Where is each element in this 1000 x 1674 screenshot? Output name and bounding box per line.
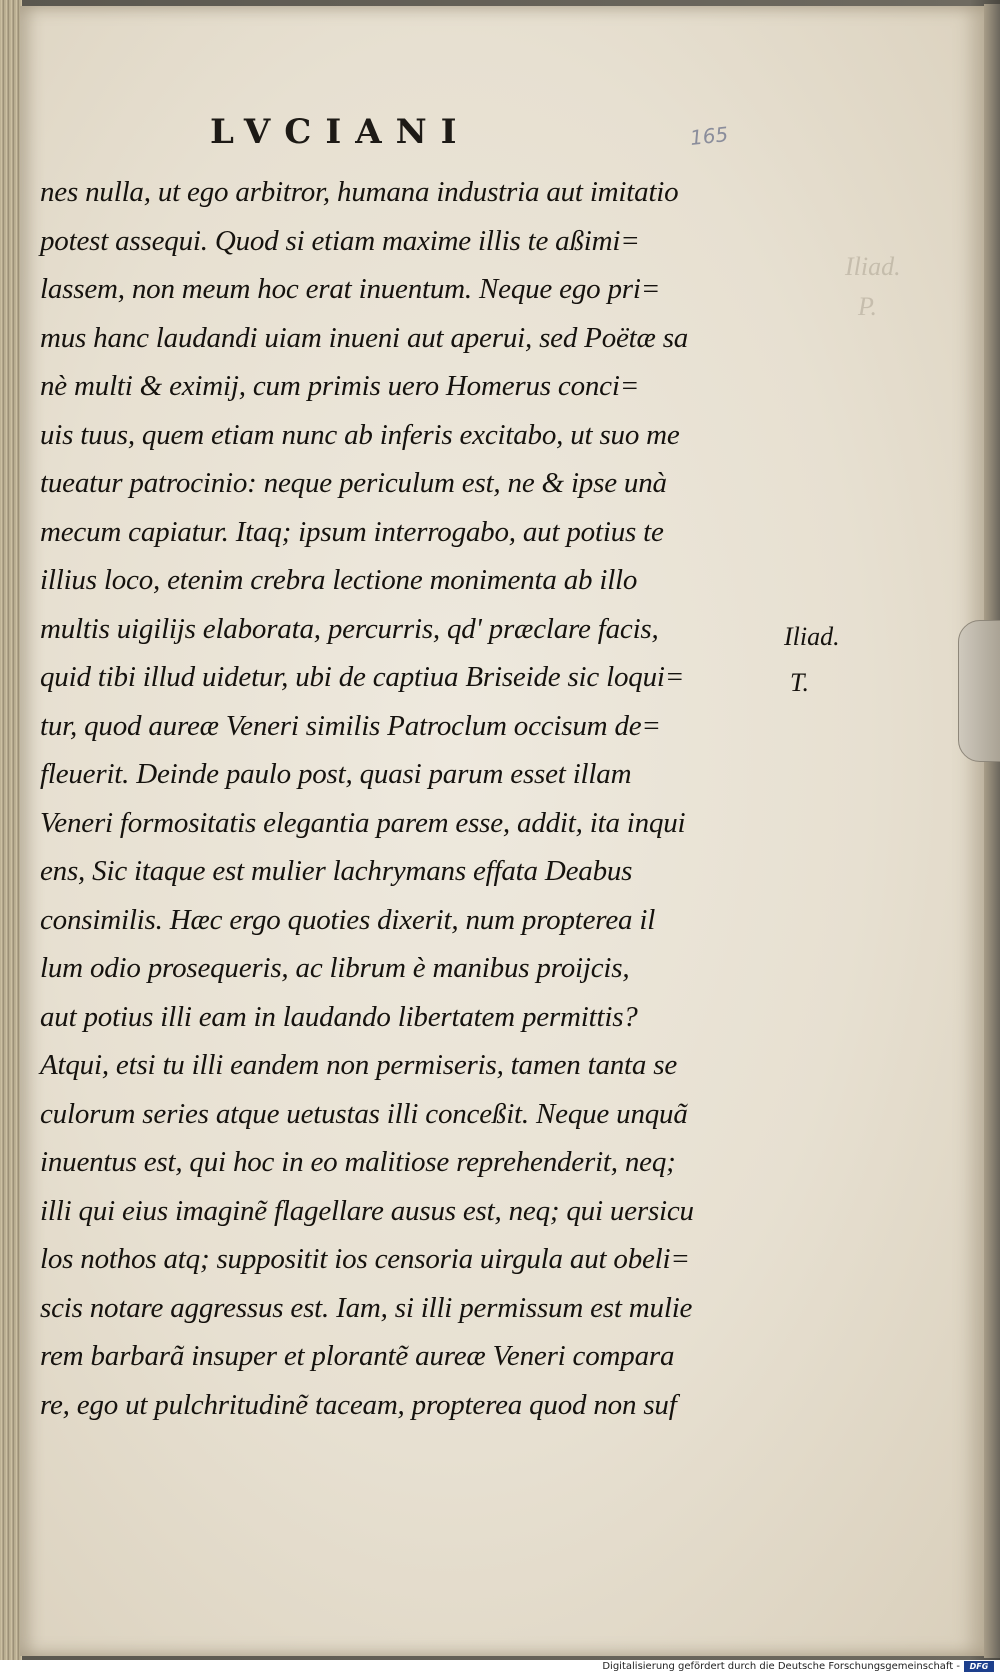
bleed-through-text: Iliad. [845,252,901,281]
text-line: scis notare aggressus est. Iam, si illi permissum est mulie [40,1291,693,1324]
text-line: consimilis. Hæc ergo quoties dixerit, num propterea il [40,903,656,936]
text-line: mus hanc laudandi uiam inueni aut aperui, sed Poëtæ sa [40,321,689,354]
text-line: illius loco, etenim crebra lectione monimenta ab illo [40,564,638,596]
text-line: los nothos atq; suppositit ios censoria uirgula aut obeli= [40,1243,690,1275]
marginal-note: Iliad. [784,622,840,651]
text-line: Atqui, etsi tu illi eandem non permiseris, tamen tanta se [40,1049,678,1081]
footer-credit: Digitalisierung gefördert durch die Deutsche Forschungsgemeinschaft - [602,1661,960,1672]
text-line: ens, Sic itaque est mulier lachrymans effata Deabus [40,855,633,887]
body-text [40,168,780,1429]
text-line: uis tuus, quem etiam nunc ab inferis excitabo, ut suo me [40,418,680,451]
text-line: lassem, non meum hoc erat inuentum. Neque ego pri= [40,273,661,305]
text-line: quid tibi illud uidetur, ubi de captiua Briseide sic loqui= [40,661,685,693]
text-line: re, ego ut pulchritudinẽ taceam, propterea quod non suf [40,1388,677,1421]
text-line: nes nulla, ut ego arbitror, humana industria aut imitatio [40,176,679,208]
text-line: inuentus est, qui hoc in eo malitiose reprehenderit, neq; [40,1146,676,1178]
text-line: fleuerit. Deinde paulo post, quasi parum esset illam [40,758,632,790]
text-line: tueatur patrocinio: neque periculum est, ne & ipse unà [40,467,667,499]
dfg-logo: DFG [964,1661,994,1672]
page-tab-marker [958,620,1000,762]
text-line: illi qui eius imaginẽ flagellare ausus est, neq; qui uersicu [40,1194,694,1227]
bleed-through-text: P. [858,292,878,321]
text-line: tur, quod aureæ Veneri similis Patroclum occisum de= [40,709,661,742]
text-line: multis uigilijs elaborata, percurris, qd' præclare facis, [40,612,659,645]
page-edges [0,0,22,1660]
text-line: rem barbarã insuper et plorantẽ aureæ Veneri compara [40,1340,675,1372]
text-line: Veneri formositatis elegantia parem esse, addit, ita inqui [40,806,686,839]
text-line: potest assequi. Quod si etiam maxime illis te aßimi= [40,224,640,257]
text-line: lum odio prosequeris, ac librum è manibus proijcis, [40,952,630,984]
book-fore-edge [984,4,1000,1658]
text-line: aut potius illi eam in laudando libertatem permittis? [40,1000,638,1033]
text-line: mecum capiatur. Itaq; ipsum interrogabo, aut potius te [40,515,664,548]
marginal-note: T. [790,668,810,697]
running-head: LVCIANI [210,112,471,152]
text-line: culorum series atque uetustas illi conceßit. Neque unquã [40,1097,688,1130]
folio-number: 165 [688,122,730,150]
text-line: nè multi & eximij, cum primis uero Homerus conci= [40,370,640,402]
